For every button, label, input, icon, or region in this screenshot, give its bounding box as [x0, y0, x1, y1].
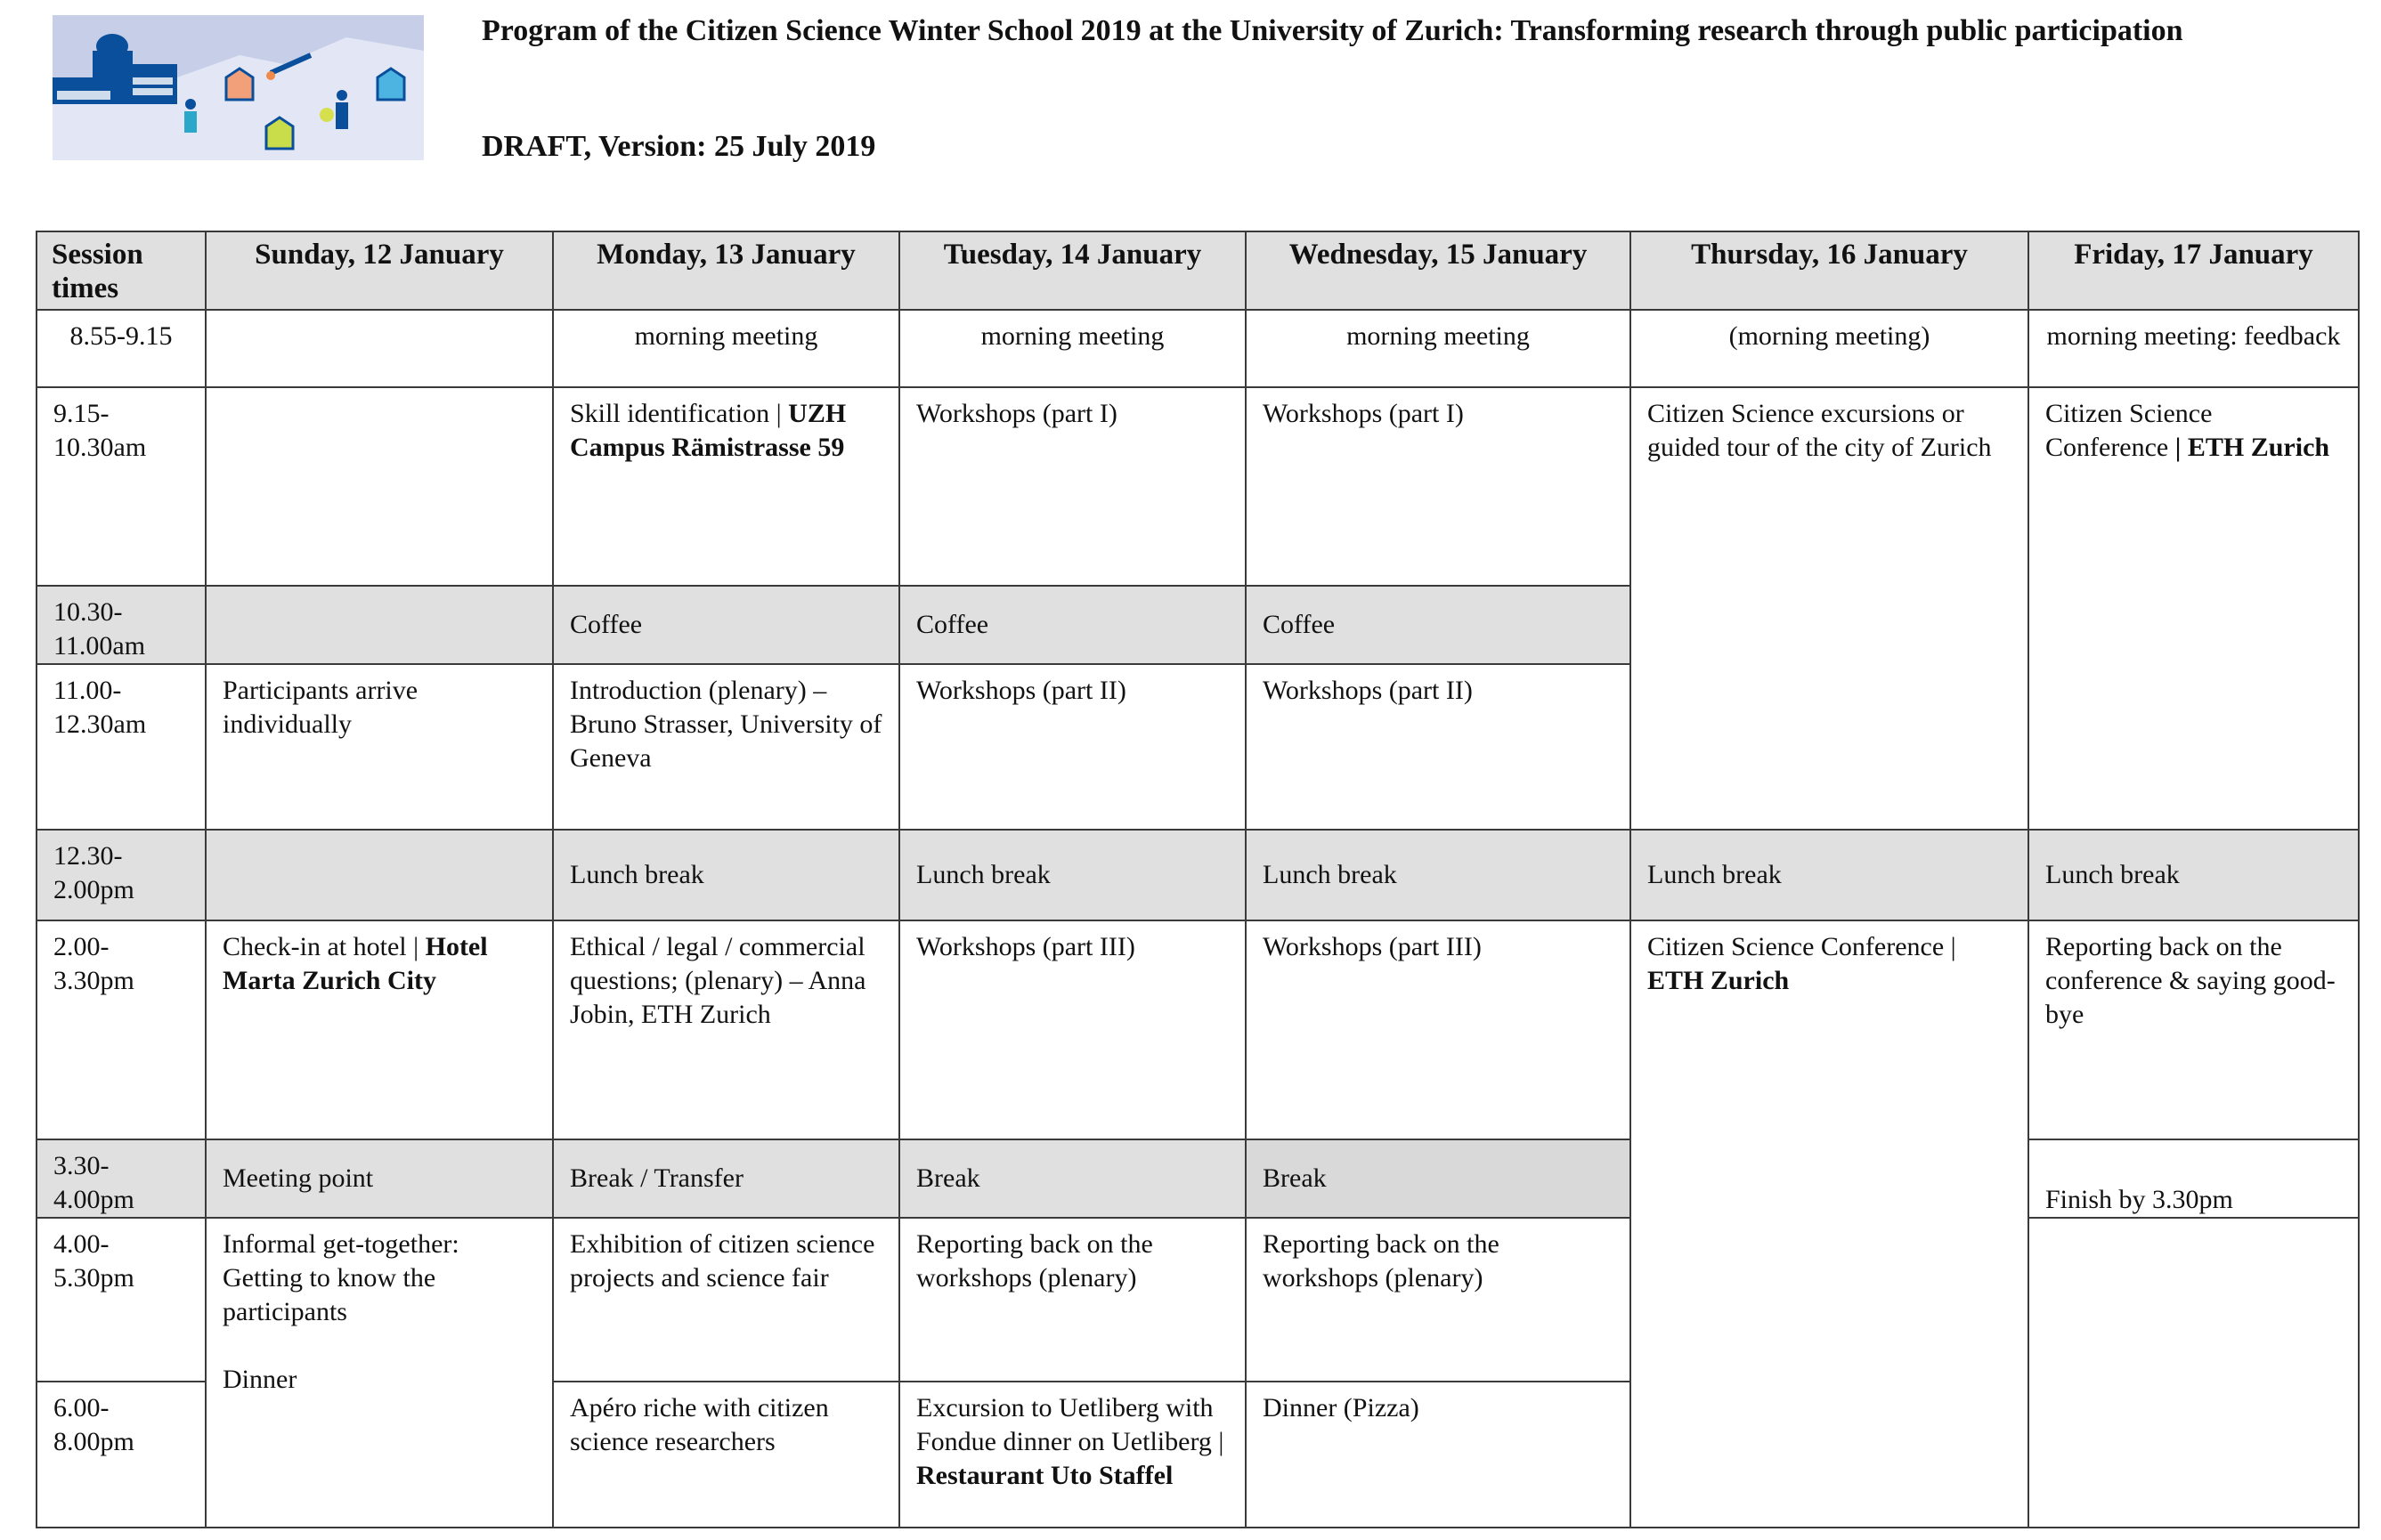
cell-tuesday — [899, 1382, 1246, 1528]
table-header-row — [37, 231, 2359, 310]
cell-monday: Apéro riche with citizen science researchers — [553, 1382, 899, 1528]
venue-text: Restaurant Uto Staffel — [916, 1461, 1174, 1490]
cell-sunday-empty — [206, 830, 553, 920]
time-cell: 4.00-5.30pm — [37, 1218, 206, 1382]
cell-monday: morning meeting — [553, 310, 899, 387]
time-cell: 6.00-8.00pm — [37, 1382, 206, 1528]
time-cell: 2.00-3.30pm — [37, 920, 206, 1139]
cell-wednesday: morning meeting — [1246, 310, 1630, 387]
dinner-text: Dinner — [223, 1365, 297, 1394]
column-header-thursday: Thursday, 16 January — [1630, 231, 2028, 310]
cell-monday: Lunch break — [553, 830, 899, 920]
table-row — [37, 920, 2359, 1139]
winter-school-logo — [53, 15, 424, 160]
cell-monday: Coffee — [553, 586, 899, 664]
cell-tuesday: Coffee — [899, 586, 1246, 664]
cell-wednesday: Reporting back on the workshops (plenary) — [1246, 1218, 1630, 1382]
cell-tuesday: Lunch break — [899, 830, 1246, 920]
venue-text: ETH Zurich — [1647, 966, 1790, 995]
cell-friday — [2028, 387, 2359, 830]
column-header-monday: Monday, 13 January — [553, 231, 899, 310]
schedule-table — [36, 231, 2360, 1528]
cell-sunday-empty — [206, 387, 553, 586]
column-header-wednesday: Wednesday, 15 January — [1246, 231, 1630, 310]
time-cell: 8.55-9.15 — [37, 310, 206, 387]
event-text: Check-in at hotel | — [223, 932, 426, 961]
time-cell: 3.30-4.00pm — [37, 1139, 206, 1218]
venue-text: UZH Campus Rämistrasse 59 — [570, 399, 847, 462]
cell-friday: Reporting back on the conference & saying good-bye — [2028, 920, 2359, 1139]
column-header-tuesday: Tuesday, 14 January — [899, 231, 1246, 310]
event-text: Excursion to Uetliberg with Fondue dinner on Uetliberg | — [916, 1393, 1224, 1456]
cell-thursday: Citizen Science excursions or guided tour of the city of Zurich — [1630, 387, 2028, 830]
cell-tuesday: Workshops (part III) — [899, 920, 1246, 1139]
cell-wednesday: Break — [1246, 1139, 1630, 1218]
cell-monday — [553, 387, 899, 586]
venue-text: | ETH Zurich — [2174, 433, 2330, 462]
cell-monday: Ethical / legal / commercial questions; (plenary) – Anna Jobin, ETH Zurich — [553, 920, 899, 1139]
table-row — [37, 387, 2359, 586]
time-cell: 10.30-11.00am — [37, 586, 206, 664]
cell-tuesday: Workshops (part II) — [899, 664, 1246, 830]
table-row-lunch — [37, 830, 2359, 920]
cell-tuesday: morning meeting — [899, 310, 1246, 387]
logo-illustration-icon — [53, 15, 424, 160]
page-title: Program of the Citizen Science Winter School 2019 at the University of Zurich: Transforming research through public participation — [482, 14, 2183, 47]
cell-wednesday: Dinner (Pizza) — [1246, 1382, 1630, 1528]
cell-sunday-empty — [206, 586, 553, 664]
cell-wednesday: Workshops (part I) — [1246, 387, 1630, 586]
cell-tuesday: Break — [899, 1139, 1246, 1218]
venue-text: Hotel Marta Zurich City — [223, 932, 488, 995]
column-header-session-times: Session times — [37, 231, 206, 310]
event-text: Citizen Science Conference | — [1647, 932, 1956, 961]
event-text: Informal get-together: Getting to know the participants — [223, 1229, 459, 1326]
cell-wednesday: Coffee — [1246, 586, 1630, 664]
cell-monday: Introduction (plenary) – Bruno Strasser, University of Geneva — [553, 664, 899, 830]
time-cell: 9.15-10.30am — [37, 387, 206, 586]
cell-friday: morning meeting: feedback — [2028, 310, 2359, 387]
cell-wednesday: Lunch break — [1246, 830, 1630, 920]
event-text: Skill identification | — [570, 399, 789, 428]
cell-friday: Lunch break — [2028, 830, 2359, 920]
cell-friday-empty — [2028, 1218, 2359, 1528]
time-cell: 11.00-12.30am — [37, 664, 206, 830]
cell-monday: Exhibition of citizen science projects and science fair — [553, 1218, 899, 1382]
column-header-sunday: Sunday, 12 January — [206, 231, 553, 310]
cell-sunday-empty — [206, 310, 553, 387]
cell-sunday: Participants arrive individually — [206, 664, 553, 830]
cell-wednesday: Workshops (part III) — [1246, 920, 1630, 1139]
version-label: DRAFT, Version: 25 July 2019 — [482, 130, 876, 163]
event-text: Citizen Science Conference — [2045, 399, 2213, 462]
table-row — [37, 310, 2359, 387]
cell-tuesday: Reporting back on the workshops (plenary) — [899, 1218, 1246, 1382]
cell-thursday: (morning meeting) — [1630, 310, 2028, 387]
cell-sunday — [206, 1218, 553, 1528]
cell-thursday: Lunch break — [1630, 830, 2028, 920]
cell-sunday — [206, 920, 553, 1139]
cell-wednesday: Workshops (part II) — [1246, 664, 1630, 830]
cell-sunday: Meeting point — [206, 1139, 553, 1218]
cell-friday: Finish by 3.30pm — [2028, 1139, 2359, 1218]
cell-monday: Break / Transfer — [553, 1139, 899, 1218]
time-cell: 12.30-2.00pm — [37, 830, 206, 920]
cell-tuesday: Workshops (part I) — [899, 387, 1246, 586]
column-header-friday: Friday, 17 January — [2028, 231, 2359, 310]
cell-thursday — [1630, 920, 2028, 1528]
